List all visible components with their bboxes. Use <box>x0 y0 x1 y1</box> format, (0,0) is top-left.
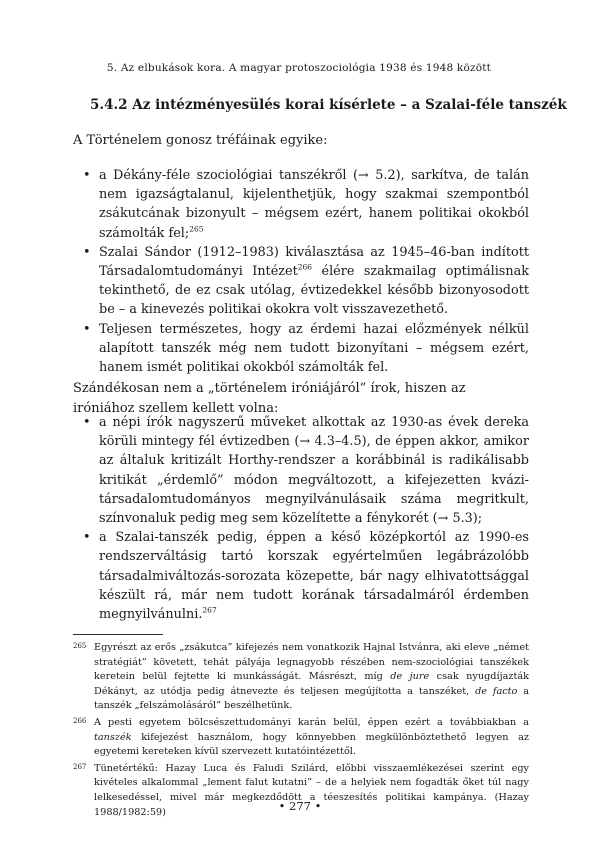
footnote-emphasis: de jure <box>390 671 430 683</box>
footnote-ref[interactable]: 265 <box>189 224 204 234</box>
bullet-marker: • <box>83 530 91 546</box>
list-item <box>73 413 529 528</box>
bullet-marker: • <box>83 415 91 430</box>
footnotes <box>73 641 529 822</box>
footnote-ref[interactable]: 267 <box>202 605 217 615</box>
footnote <box>73 716 529 760</box>
footnote-emphasis: tanszék <box>94 731 132 743</box>
list-item-text: a Szalai-tanszék pedig, éppen a késő középkortól az 1990-es rendszerváltásig tartó korszak egyértelműen legábrázolóbb társadalmiváltozás-sorozata közepette, bár nagy elhivatottsággal készült rá, már nem tudott korának társadalmáról érdemben megnyilvánulni. <box>99 530 529 623</box>
footnote-emphasis: de facto <box>475 685 518 697</box>
footnote-text: A pesti egyetem bölcsészettudományi karán belül, éppen ezért a továbbiakban a <box>94 716 529 728</box>
footnote-number: 267 <box>73 762 87 771</box>
footnote-ref[interactable]: 266 <box>297 262 313 272</box>
footnote-text: Egyrészt az erős „zsákutca” kifejezés nem vonatkozik Hajnal Istvánra, aki eleve „német stratégiát” követett, tehát pályája legnagyobb részében nem-szociológiai tanszékek keretein belül fejtette ki munkásságát. Másrészt, míg <box>94 642 529 683</box>
footnote-number: 266 <box>73 716 87 725</box>
list-item <box>73 166 529 243</box>
bullet-marker: • <box>83 244 91 260</box>
list-item-text: a népi írók nagyszerű műveket alkottak az 1930-as évek dereka körüli mintegy fél évtizedben (→ 4.3–4.5), de éppen akkor, amikor az általuk kritizált Horthy-rendszer a korábbinál is radikálisabb kritikát „érdemlő” módon megváltozott, a kifejezetten kvázi-társadalomtudományos megnyilvánulásaik száma megritkult, színvonaluk pedig meg sem közelítette a fénykorét (→ 5.3); <box>99 415 529 527</box>
list-item-text: Teljesen természetes, hogy az érdemi hazai előzmények nélkül alapított tanszék még nem tudott bizonyítani – mégsem ezért, hanem ismét politikai okokból számolták fel. <box>99 321 529 376</box>
page-number: • 277 • <box>278 799 322 813</box>
bullet-marker: • <box>83 321 91 337</box>
intro-paragraph: A Történelem gonosz tréfáinak egyike: <box>73 133 328 148</box>
second-paragraph: Szándékosan nem a „történelem iróniájáról” írok, hiszen az iróniához szellem kellett volna: <box>73 381 466 416</box>
list-item-text: a Dékány-féle szociológiai tanszékről (→ 5.2), sarkítva, de talán nem igazságtalanul, kijelenthetjük, hogy szakmai szempontból zsákutcának bizonyult – mégsem ezért, hanem politikai okokból számolták fel; <box>99 168 529 241</box>
list-item-text: élére szakmailag optimálisnak tekinthető, de ez csak utólag, évtizedekkel később bizonyosodott be – a kinevezés politikai okokra volt visszavezethető. <box>99 264 530 318</box>
section-title: 5.4.2 Az intézményesülés korai kísérlete – a Szalai-féle tanszék <box>90 97 567 113</box>
list-item <box>73 243 529 320</box>
list-item <box>73 320 529 378</box>
footnote-text: csak nyugdíjazták Dékányt, az utódja pedig átnevezte és teljesen megújította a tanszéket, <box>94 671 530 697</box>
list-item-text: Szalai Sándor (1912–1983) kiválasztása az 1945–46-ban indított Társadalomtudományi Intézet <box>99 244 529 280</box>
footnote-text: kifejezést használom, hogy könnyebben megkülönböztethető legyen az egyetemi kereteken kívül szervezett kutatóintézettől. <box>94 731 529 758</box>
bullet-list-1 <box>73 166 529 377</box>
running-head: 5. Az elbukások kora. A magyar protoszociológia 1938 és 1948 között <box>106 62 492 74</box>
bullet-list-2 <box>73 413 529 624</box>
bullet-marker: • <box>83 168 91 183</box>
footnote-text: Tünetértékű: Hazay Luca és Faludi Szilárd, előbbi visszaemlékezései szerint egy kivételes alkalommal „lement falut kutatni” – de a helyiek nem fogadták őket túl nagy lelkesedéssel, mivel már megkezdődött a téeszesítés politikai kampánya. (Hazay 1988/1982:59) <box>94 762 529 818</box>
footnote-number: 265 <box>73 642 87 650</box>
footnote <box>73 641 529 714</box>
footnote-text: a tanszék „felszámolásáról” beszélhetünk. <box>94 685 529 712</box>
list-item <box>73 528 529 624</box>
footnote-separator <box>73 634 163 635</box>
